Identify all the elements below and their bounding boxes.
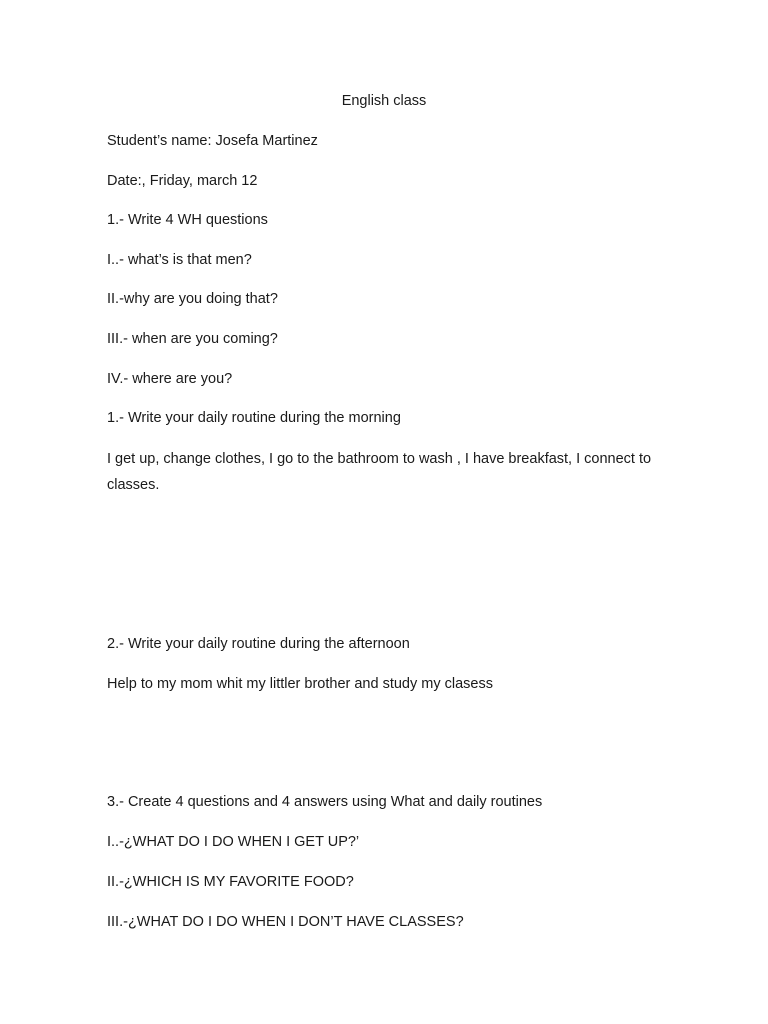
morning-routine-heading: 1.- Write your daily routine during the morning bbox=[107, 410, 401, 426]
wh-question-1: I..- what’s is that men? bbox=[107, 252, 252, 268]
section3-heading: 3.- Create 4 questions and 4 answers using What and daily routines bbox=[107, 794, 543, 810]
morning-routine-answer: I get up, change clothes, I go to the bathroom to wash , I have breakfast, I connect to classes. bbox=[107, 451, 652, 493]
section1-heading: 1.- Write 4 WH questions bbox=[107, 212, 268, 228]
what-question-2: II.-¿WHICH IS MY FAVORITE FOOD? bbox=[107, 874, 354, 890]
wh-question-4: IV.- where are you? bbox=[107, 371, 233, 387]
wh-question-3: III.- when are you coming? bbox=[107, 331, 278, 347]
what-question-1: I..-¿WHAT DO I DO WHEN I GET UP?’ bbox=[107, 834, 360, 850]
afternoon-routine-heading: 2.- Write your daily routine during the afternoon bbox=[107, 636, 410, 652]
wh-question-2: II.-why are you doing that? bbox=[107, 291, 278, 307]
what-question-3: III.-¿WHAT DO I DO WHEN I DON’T HAVE CLASSES? bbox=[107, 914, 464, 930]
afternoon-routine-answer: Help to my mom whit my littler brother and study my clasess bbox=[107, 676, 493, 692]
date-line: Date:, Friday, march 12 bbox=[107, 173, 258, 189]
page-title: English class bbox=[341, 93, 427, 109]
student-name: Student’s name: Josefa Martinez bbox=[107, 133, 318, 149]
